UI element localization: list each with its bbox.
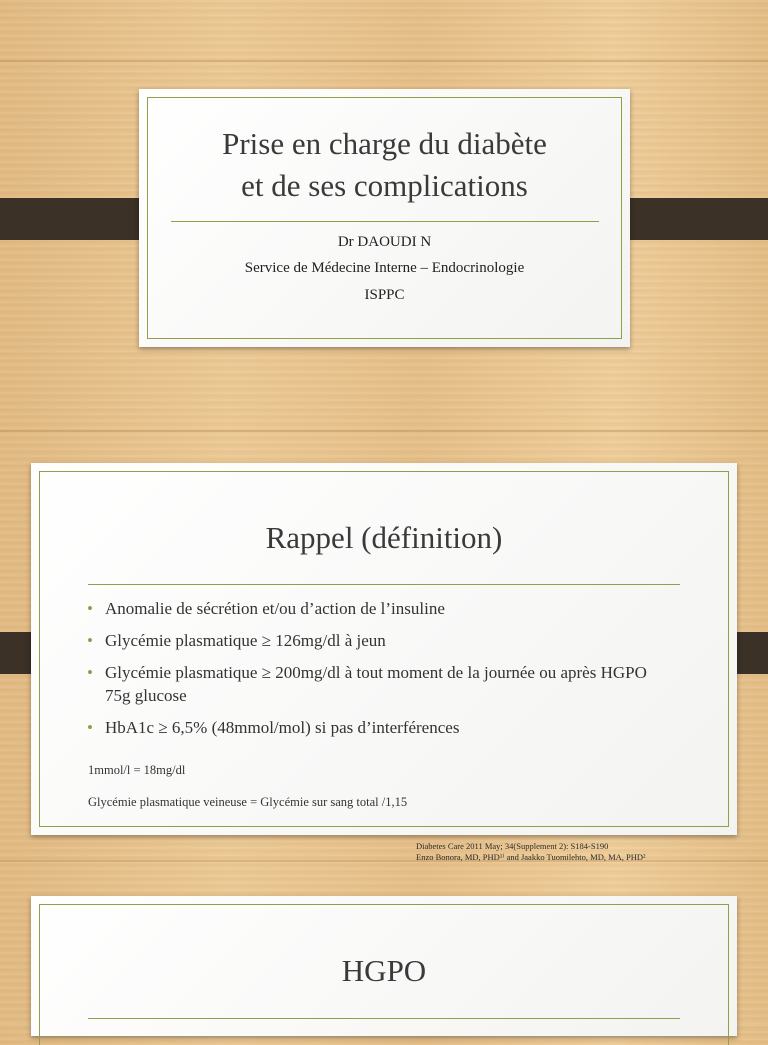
slide-title [139, 123, 630, 207]
conversion-note: 1mmol/l = 18mg/dl [88, 763, 186, 777]
bullet-item [87, 597, 667, 620]
reference-line-1: Diabetes Care 2011 May; 34(Supplement 2): S184-S190 [416, 841, 609, 851]
hgpo-slide[interactable] [31, 896, 737, 1036]
service: Service de Médecine Interne – Endocrinologie [244, 260, 525, 276]
bullet-text: Glycémie plasmatique ≥ 126mg/dl à jeun [105, 631, 386, 650]
title-rule [88, 584, 680, 585]
title-rule [171, 221, 599, 222]
title-slide[interactable] [139, 89, 630, 347]
bullet-icon: • [87, 663, 93, 682]
title-line-2: et de ses complications [241, 168, 528, 203]
bullet-text: HbA1c ≥ 6,5% (48mmol/mol) si pas d’interférences [105, 718, 460, 737]
title-rule [88, 1018, 680, 1019]
slide-title: HGPO [341, 953, 427, 988]
bullet-list [87, 597, 667, 748]
reference-line-2: Enzo Bonora, MD, PHD¹⁾ and Jaakko Tuomilehto, MD, MA, PHD² [416, 852, 646, 862]
slide1-left-band [0, 198, 155, 240]
bullet-item [87, 629, 667, 652]
bullet-item [87, 716, 667, 739]
wood-seam [0, 430, 768, 432]
bullet-icon: • [87, 718, 93, 737]
bullet-icon: • [87, 631, 93, 650]
definition-slide[interactable] [31, 463, 737, 835]
institution: ISPPC [364, 287, 405, 303]
slide1-right-band [612, 198, 768, 240]
bullet-text: Anomalie de sécrétion et/ou d’action de l’insuline [105, 599, 445, 618]
glycemia-note: Glycémie plasmatique veineuse = Glycémie sur sang total /1,15 [88, 795, 408, 809]
author: Dr DAOUDI N [337, 234, 432, 250]
title-line-1: Prise en charge du diabète [222, 126, 547, 161]
wood-seam [0, 60, 768, 62]
bullet-icon: • [87, 599, 93, 618]
bullet-item [87, 661, 667, 707]
bullet-text: Glycémie plasmatique ≥ 200mg/dl à tout moment de la journée ou après HGPO 75g glucose [105, 663, 647, 705]
slide-title: Rappel (définition) [265, 520, 503, 555]
reference [416, 841, 756, 863]
